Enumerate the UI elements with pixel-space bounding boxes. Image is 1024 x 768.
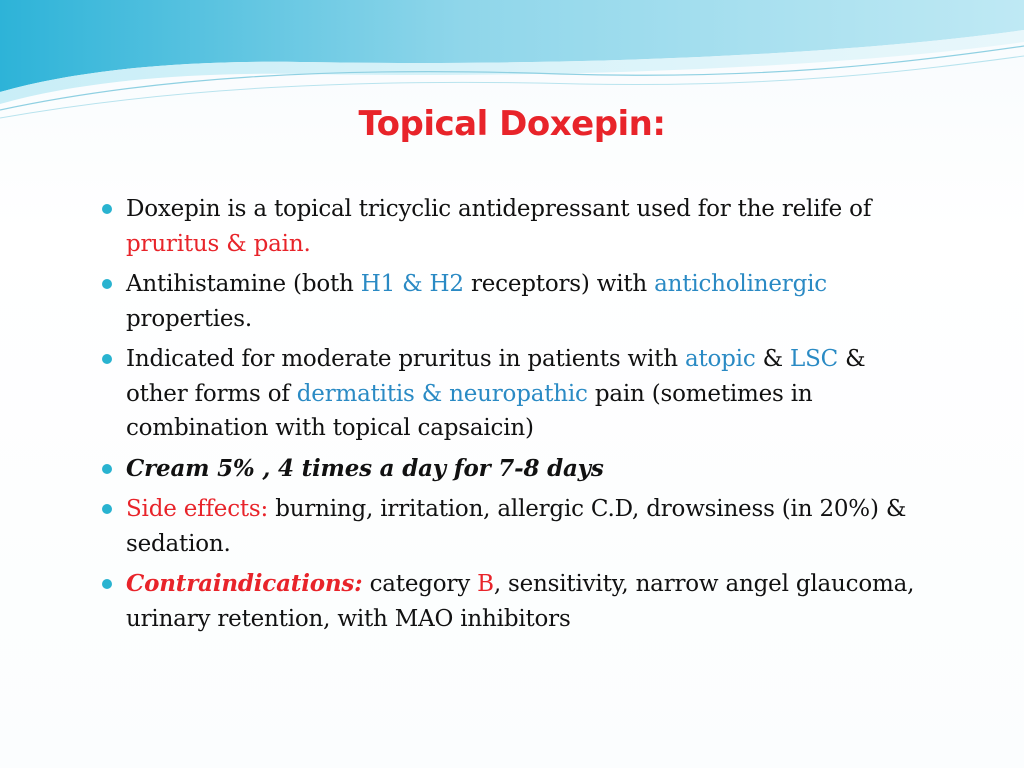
bullet-text: receptors) with bbox=[463, 271, 655, 297]
dosage-text: Cream 5% , 4 times a day for 7-8 days bbox=[126, 454, 604, 482]
bullet-text: pain (sometimes in combination with topical capsaicin) bbox=[126, 380, 813, 441]
bullet-item-side-effects bbox=[100, 492, 930, 561]
bullet-dot-icon bbox=[102, 504, 112, 514]
slide-title: Topical Doxepin: bbox=[358, 104, 666, 144]
bullet-item-indications bbox=[100, 342, 930, 446]
highlight-text: Side effects: bbox=[126, 496, 269, 522]
highlight-text: pruritus & pain. bbox=[126, 230, 311, 257]
bullet-text: properties. bbox=[126, 305, 253, 332]
bullet-dot-icon bbox=[102, 354, 112, 364]
bullet-text: burning, irritation, allergic C.D, drowsiness (in 20%) & sedation. bbox=[126, 496, 907, 557]
highlight-text: LSC bbox=[790, 346, 839, 372]
bullet-text: category bbox=[362, 571, 478, 597]
highlight-text: B bbox=[477, 571, 494, 597]
bullet-list bbox=[100, 192, 930, 642]
bullet-item-antihistamine bbox=[100, 267, 930, 336]
bullet-item-dosage bbox=[100, 452, 930, 487]
bullet-text: Antihistamine (both bbox=[126, 271, 361, 297]
bullet-item-contraindications bbox=[100, 567, 930, 636]
highlight-text: Contraindications: bbox=[126, 570, 363, 597]
highlight-text: H1 & H2 bbox=[360, 271, 464, 297]
bullet-text: & bbox=[755, 346, 791, 372]
bullet-dot-icon bbox=[102, 204, 112, 214]
highlight-text: anticholinergic bbox=[654, 271, 827, 297]
bullet-dot-icon bbox=[102, 464, 112, 474]
bullet-text: & other forms of bbox=[126, 346, 866, 407]
highlight-text: dermatitis & neuropathic bbox=[296, 380, 588, 407]
bullet-dot-icon bbox=[102, 279, 112, 289]
bullet-item-mechanism bbox=[100, 192, 930, 261]
bullet-dot-icon bbox=[102, 579, 112, 589]
bullet-text: Doxepin is a topical tricyclic antidepressant used for the relife of bbox=[126, 196, 872, 222]
bullet-text: Indicated for moderate pruritus in patients with bbox=[126, 346, 685, 372]
bullet-text: , sensitivity, narrow angel glaucoma, urinary retention, with MAO inhibitors bbox=[126, 571, 915, 632]
highlight-text: atopic bbox=[684, 346, 756, 372]
